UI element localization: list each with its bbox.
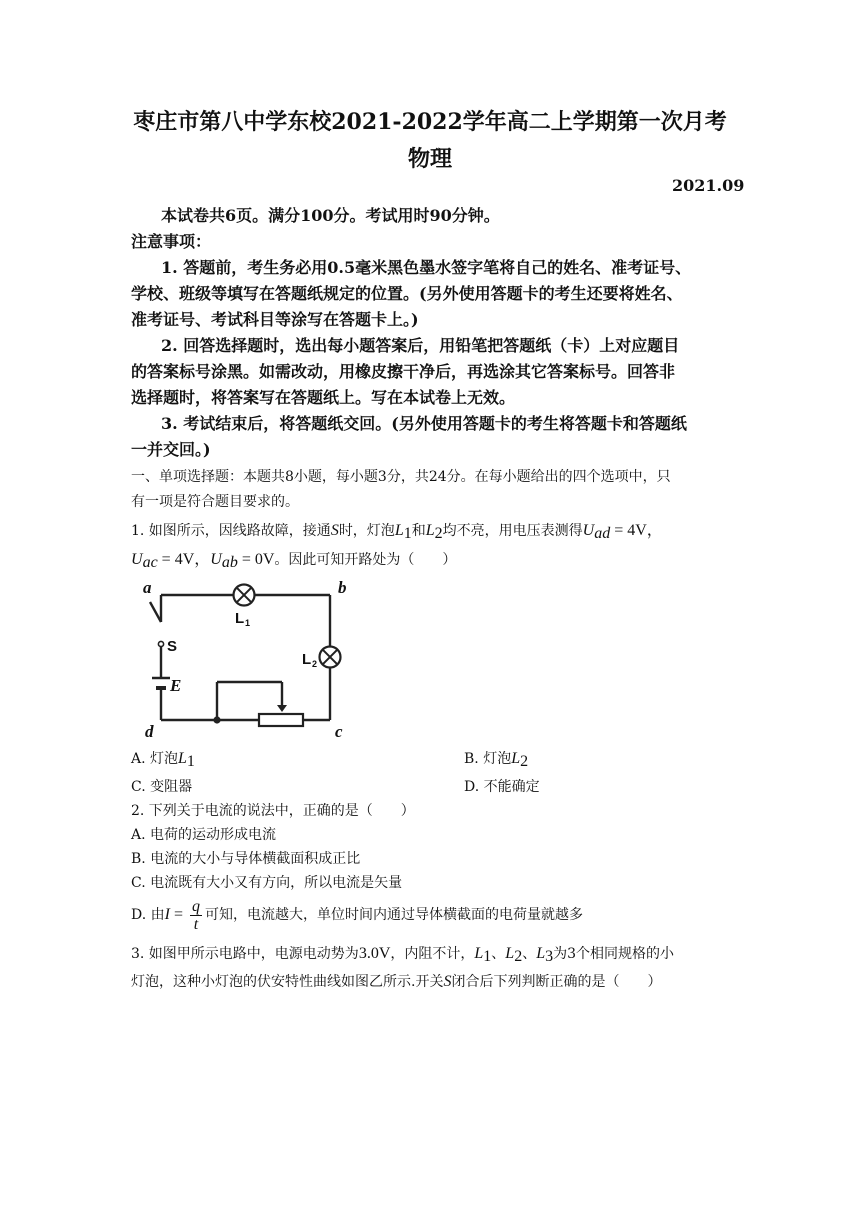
q2-option-a[interactable]: A. 电荷的运动形成电流	[131, 827, 277, 843]
label-l1-sub: 1	[245, 618, 251, 628]
rheostat-arrow	[277, 705, 287, 712]
q1-option-c[interactable]: C. 变阻器	[131, 779, 193, 795]
q2-option-c[interactable]: C. 电流既有大小又有方向，所以电流是矢量	[131, 875, 403, 891]
exam-title-line1: 枣庄市第八中学东校2021-2022学年高二上学期第一次月考	[133, 109, 727, 135]
note-1-line-1: 1. 答题前，考生务必用0.5毫米黑色墨水签字笔将自己的姓名、准考证号、	[161, 258, 692, 277]
note-2-line-1: 2. 回答选择题时，选出每小题答案后，用铅笔把答题纸（卡）上对应题目	[161, 336, 680, 355]
label-s: S	[167, 638, 178, 655]
switch-contact	[158, 641, 163, 646]
q3-stem-line-1: 3. 如图甲所示电路中，电源电动势为3.0V，内阻不计，$L_1$、$L_2$、$L_3$为3个相同规格的小	[131, 945, 675, 965]
q1-circuit-figure	[131, 575, 361, 745]
q1-option-b[interactable]: B. 灯泡$L_2$	[464, 750, 529, 770]
label-a: a	[143, 578, 152, 597]
junction-dot	[213, 716, 220, 723]
note-3-line-2: 一并交回。)	[131, 440, 211, 459]
section-1-line-2: 有一项是符合题目要求的。	[131, 494, 299, 510]
q3-stem-line-2: 灯泡，这种小灯泡的伏安特性曲线如图乙所示.开关S闭合后下列判断正确的是（ ）	[131, 973, 662, 990]
exam-info: 本试卷共6页。满分100分。考试用时90分钟。	[161, 206, 500, 225]
q2-option-d[interactable]: D. 由I = $\frac{q}{t}$ 可知，电流越大，单位时间内通过导体横截面的电荷量就越多	[131, 897, 583, 933]
fraction-q-over-t: $\frac{q}{t}$	[192, 897, 200, 933]
switch-blade	[150, 602, 161, 622]
note-2-line-3: 选择题时，将答案写在答题纸上。写在本试卷上无效。	[131, 388, 516, 407]
q1-option-a[interactable]: A. 灯泡$L_1$	[131, 750, 195, 770]
exam-title-subject: 物理	[407, 146, 452, 172]
q1-stem-line-1: 1. 如图所示，因线路故障，接通S时，灯泡$L_1$和$L_2$均不亮，用电压表测得$U_{ad} = 4V$，	[131, 522, 663, 542]
q1-option-d[interactable]: D. 不能确定	[464, 779, 540, 795]
q2-option-b[interactable]: B. 电流的大小与导体横截面积成正比	[131, 851, 361, 867]
label-l2-sub: 2	[312, 659, 318, 669]
note-1-line-2: 学校、班级等填写在答题纸规定的位置。(另外使用答题卡的考生还要将姓名、	[131, 284, 683, 303]
q1-stem-line-2: $U_{ac} = 4V$，$U_{ab} = 0V$。因此可知开路处为（ ）	[131, 551, 457, 571]
note-1-line-3: 准考证号、考试科目等涂写在答题卡上。)	[131, 310, 419, 329]
label-l1: L	[235, 610, 245, 627]
rheostat	[259, 714, 303, 726]
label-e: E	[170, 676, 182, 695]
lamp-l2	[320, 647, 341, 668]
label-b: b	[338, 578, 347, 597]
label-d: d	[145, 722, 154, 741]
exam-date: 2021.09	[672, 176, 745, 195]
notes-heading: 注意事项：	[131, 232, 212, 251]
lamp-l1	[234, 585, 255, 606]
note-2-line-2: 的答案标号涂黑。如需改动，用橡皮擦干净后，再选涂其它答案标号。回答非	[131, 362, 676, 381]
section-1-line-1: 一、单项选择题：本题共8小题，每小题3分，共24分。在每小题给出的四个选项中，只	[131, 469, 671, 485]
q2-stem: 2. 下列关于电流的说法中，正确的是（ ）	[131, 803, 415, 819]
note-3-line-1: 3. 考试结束后，将答题纸交回。(另外使用答题卡的考生将答题卡和答题纸	[161, 414, 687, 433]
label-l2: L	[302, 651, 312, 668]
label-c: c	[335, 722, 343, 741]
